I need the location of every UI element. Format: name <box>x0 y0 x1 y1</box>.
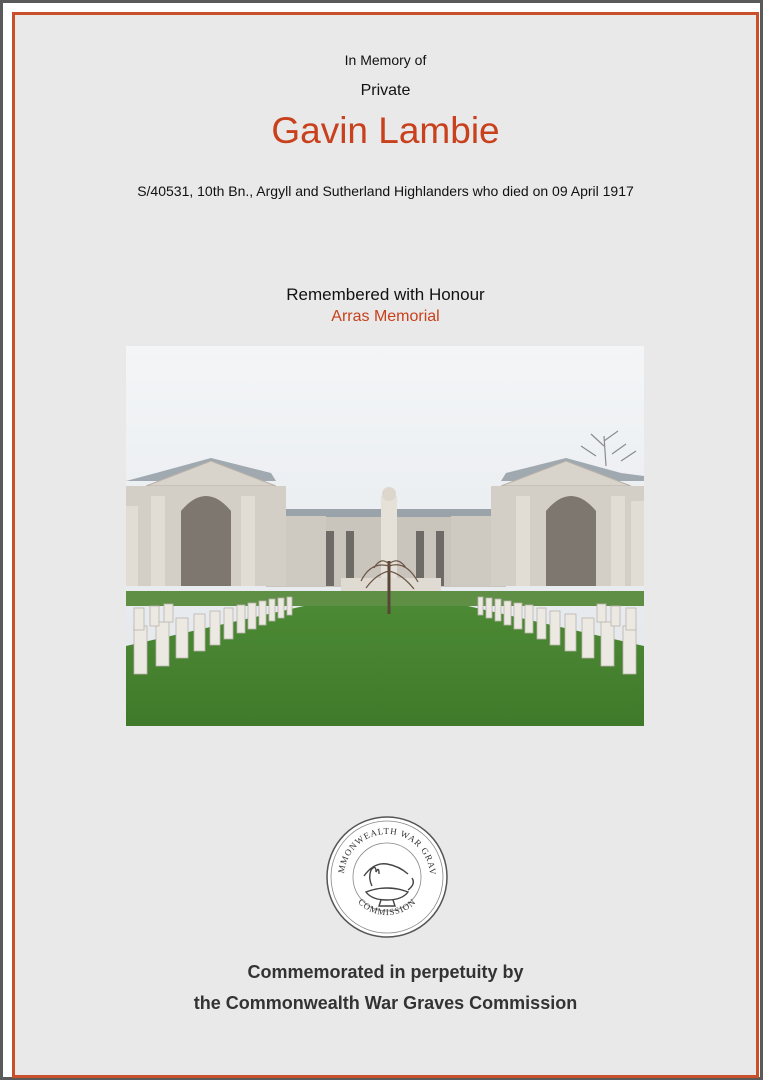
intro-text: In Memory of <box>344 52 427 68</box>
cwgc-seal-logo <box>324 814 450 940</box>
memorial-name: Arras Memorial <box>331 308 440 325</box>
certificate-frame <box>12 12 759 1078</box>
footer-line-1: Commemorated in perpetuity by <box>247 962 524 982</box>
memorial-photo <box>126 346 644 726</box>
seal-top-text: MMONWEALTH WAR GRAV <box>336 825 439 876</box>
footer-line-2: the Commonwealth War Graves Commission <box>193 993 578 1013</box>
service-details: S/40531, 10th Bn., Argyll and Sutherland Highlanders who died on 09 April 1917 <box>137 183 634 199</box>
page <box>3 3 760 1077</box>
rank-text: Private <box>360 82 411 99</box>
seal-bottom-text: COMMISSION <box>356 896 418 918</box>
soldier-name: Gavin Lambie <box>271 110 500 151</box>
remembered-text: Remembered with Honour <box>286 285 485 304</box>
